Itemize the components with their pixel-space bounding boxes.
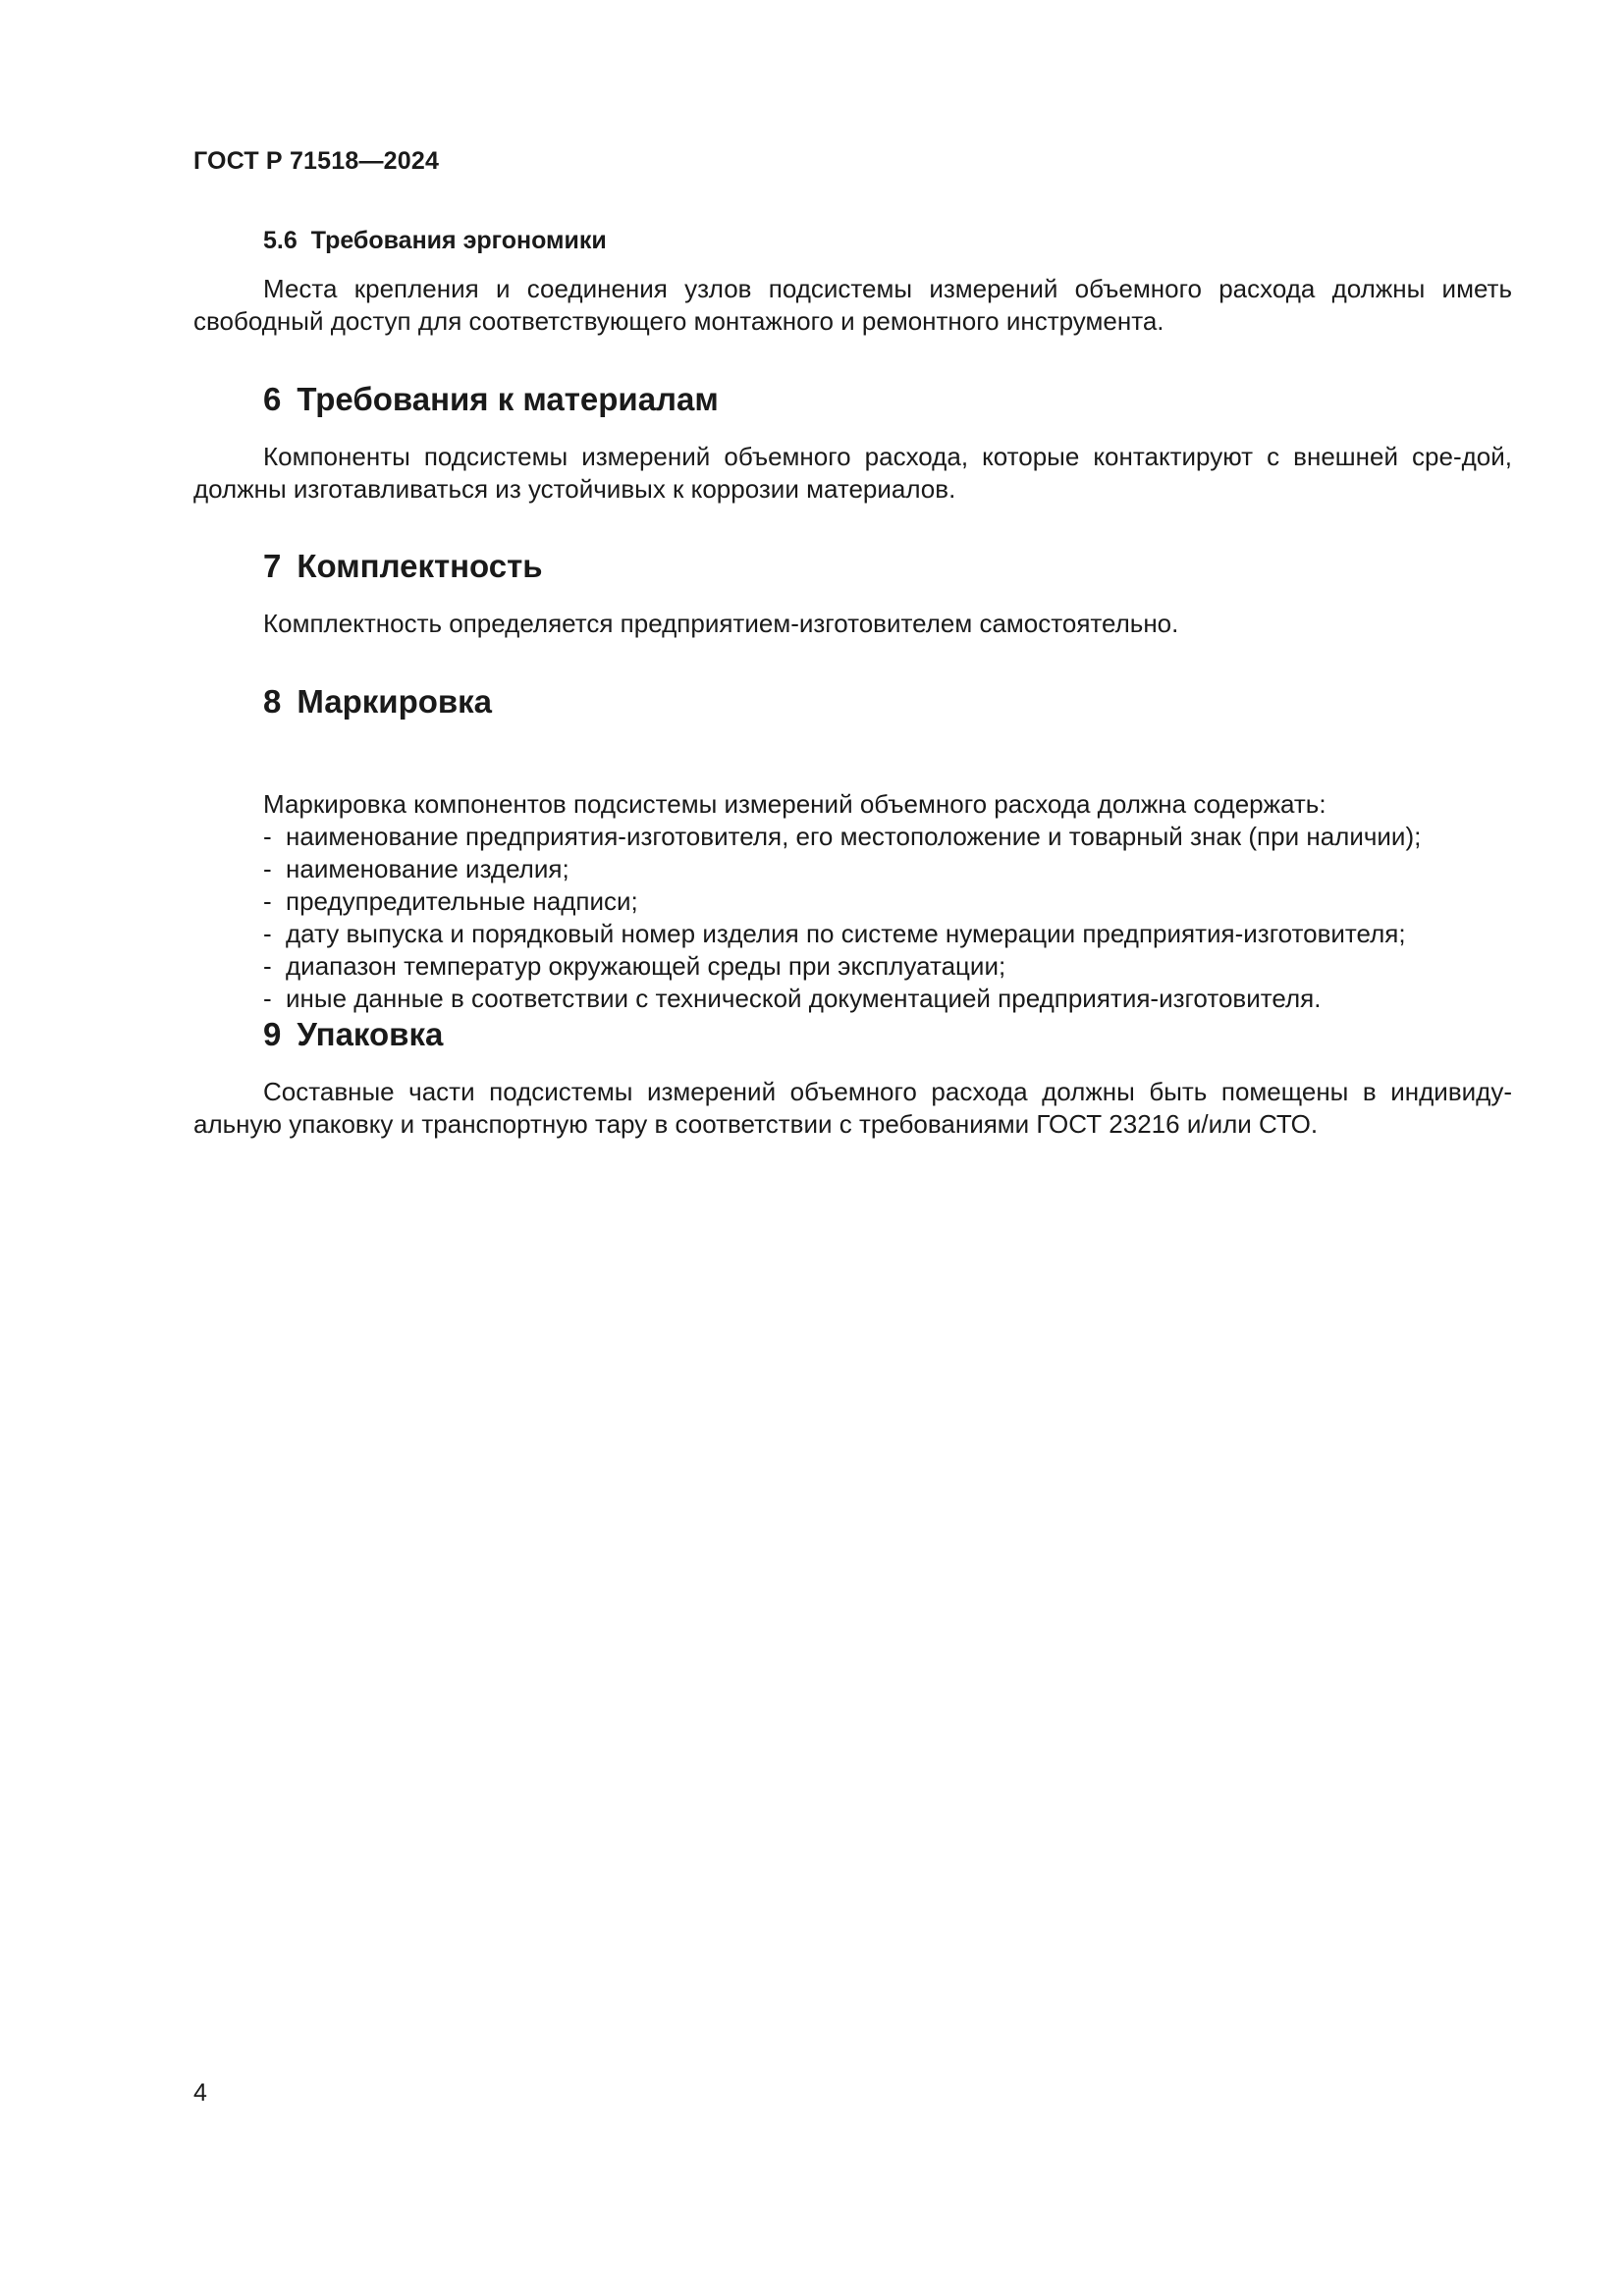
dash-bullet: - bbox=[263, 854, 272, 883]
section-number: 7 bbox=[263, 548, 282, 584]
paragraph-completeness: Комплектность определяется предприятием-изготовителем самостоятельно. bbox=[263, 609, 1179, 638]
paragraph-packaging: Составные части подсистемы измерений объемного расхода должны быть помещены в индивиду-альную упаковку и транспортную тару в соответствии с требованиями ГОСТ 23216 и/или СТО. bbox=[193, 1077, 1512, 1139]
section-title: Маркировка bbox=[297, 683, 493, 720]
list-item-text: наименование изделия; bbox=[286, 854, 569, 883]
section-number: 6 bbox=[263, 381, 282, 417]
section-number: 8 bbox=[263, 683, 282, 720]
list-item bbox=[263, 821, 1421, 853]
list-item bbox=[263, 950, 1421, 983]
dash-bullet: - bbox=[263, 984, 272, 1013]
list-item-text: иные данные в соответствии с технической документацией предприятия-изготовителя. bbox=[286, 984, 1322, 1013]
document-code: ГОСТ Р 71518—2024 bbox=[193, 147, 440, 175]
dash-bullet: - bbox=[263, 951, 272, 981]
list-item-text: дату выпуска и порядковый номер изделия по системе нумерации предприятия-изготовителя; bbox=[286, 919, 1406, 948]
list-item-text: предупредительные надписи; bbox=[286, 886, 638, 916]
list-item-text: диапазон температур окружающей среды при эксплуатации; bbox=[286, 951, 1006, 981]
section-heading-8 bbox=[263, 683, 492, 721]
subsection-heading-5-6 bbox=[263, 227, 607, 255]
dash-bullet: - bbox=[263, 886, 272, 916]
marking-list-lead: Маркировка компонентов подсистемы измерений объемного расхода должна содержать: bbox=[263, 789, 1326, 819]
marking-list bbox=[263, 788, 1421, 1015]
section-title: Требования к материалам bbox=[297, 381, 719, 417]
page-number: 4 bbox=[193, 2079, 207, 2107]
section-title: Комплектность bbox=[297, 548, 543, 584]
subsection-title: Требования эргономики bbox=[310, 227, 607, 254]
paragraph-materials: Компоненты подсистемы измерений объемного расхода, которые контактируют с внешней сре-дой, должны изготавливаться из устойчивых к коррозии материалов. bbox=[193, 442, 1512, 504]
section-heading-9 bbox=[263, 1016, 443, 1053]
list-item bbox=[263, 983, 1421, 1015]
list-item-text: наименование предприятия-изготовителя, его местоположение и товарный знак (при наличии); bbox=[286, 822, 1422, 851]
list-item bbox=[263, 885, 1421, 918]
section-heading-6 bbox=[263, 381, 719, 418]
section-number: 9 bbox=[263, 1016, 282, 1052]
subsection-number: 5.6 bbox=[263, 227, 298, 254]
section-heading-7 bbox=[263, 548, 543, 585]
list-item bbox=[263, 918, 1421, 950]
section-title: Упаковка bbox=[297, 1016, 444, 1052]
paragraph-ergonomics: Места крепления и соединения узлов подсистемы измерений объемного расхода должны иметь свободный доступ для соответствующего монтажного и ремонтного инструмента. bbox=[193, 274, 1512, 336]
list-item bbox=[263, 853, 1421, 885]
dash-bullet: - bbox=[263, 822, 272, 851]
dash-bullet: - bbox=[263, 919, 272, 948]
